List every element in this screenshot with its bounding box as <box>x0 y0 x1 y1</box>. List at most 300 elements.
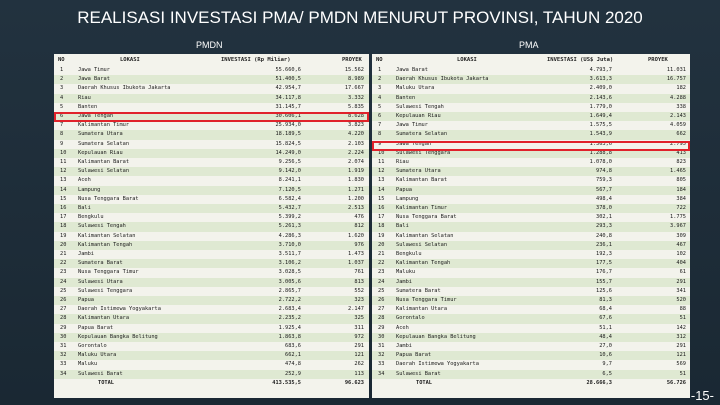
pmdn-cell-lokasi: Jawa Barat <box>78 76 110 83</box>
pma-cell-proyek: 11.031 <box>666 67 686 73</box>
pma-cell-proyek: 142 <box>676 324 686 331</box>
pma-cell-investasi: 177,5 <box>596 260 612 267</box>
pmdn-cell-proyek: 4.220 <box>348 131 364 138</box>
pma-cell-proyek: 102 <box>676 251 686 257</box>
pmdn-cell-lokasi: Bengkulu <box>78 214 104 221</box>
pmdn-cell-investasi: 662,1 <box>285 352 301 359</box>
pmdn-cell-proyek: 8.628 <box>348 113 364 119</box>
pma-table-row <box>372 342 690 351</box>
pma-cell-lokasi: Daerah Istimewa Yogyakarta <box>396 361 479 368</box>
pma-cell-proyek: 413 <box>676 149 686 156</box>
pma-cell-investasi: 48,4 <box>599 333 612 340</box>
pmdn-cell-proyek: 2.074 <box>348 159 364 165</box>
pma-table-row <box>372 130 690 139</box>
pmdn-cell-lokasi: Maluku <box>78 361 98 368</box>
pma-cell-proyek: 2.795 <box>670 140 686 147</box>
pmdn-cell-no: 24 <box>60 278 67 285</box>
pma-highlight-jawa-tengah <box>372 141 690 151</box>
pma-cell-proyek: 341 <box>676 287 686 294</box>
pma-cell-no: 22 <box>378 260 385 267</box>
pmdn-highlight-jawa-tengah <box>54 112 369 122</box>
pma-cell-lokasi: Kalimantan Utara <box>396 306 448 313</box>
pma-table <box>372 54 690 398</box>
pma-cell-no: 9 <box>378 140 382 147</box>
pmdn-cell-lokasi: Daerah Istimewa Yogyakarta <box>78 306 161 313</box>
pmdn-cell-proyek: 311 <box>354 324 364 331</box>
pmdn-cell-lokasi: Kalimantan Tengah <box>78 241 133 248</box>
pma-cell-investasi: 378,0 <box>596 205 612 211</box>
pmdn-cell-investasi: 2.683,4 <box>278 306 301 313</box>
pma-table-row <box>372 158 690 167</box>
pmdn-cell-investasi: 34.117,8 <box>275 94 301 101</box>
pmdn-cell-lokasi: Jawa Timur <box>78 67 110 73</box>
pma-cell-investasi: 1.649,4 <box>589 113 612 119</box>
pmdn-cell-proyek: 552 <box>354 287 364 294</box>
pma-table-row <box>372 232 690 241</box>
pma-cell-lokasi: Kepulauan Riau <box>396 113 441 119</box>
pma-cell-proyek: 662 <box>676 131 686 138</box>
pma-cell-proyek: 291 <box>676 343 686 349</box>
pmdn-cell-lokasi: Jambi <box>78 251 94 257</box>
pmdn-table-row <box>54 259 369 268</box>
pmdn-cell-proyek: 1.830 <box>348 177 364 184</box>
pmdn-cell-no: 17 <box>60 214 67 221</box>
pmdn-cell-lokasi: Sulawesi Tengah <box>78 223 126 230</box>
pmdn-cell-proyek: 8.989 <box>348 76 364 83</box>
pmdn-table-row <box>54 140 369 149</box>
pma-cell-proyek: 384 <box>676 195 686 202</box>
slide-title: REALISASI INVESTASI PMA/ PMDN MENURUT PROVINSI, TAHUN 2020 <box>77 8 643 27</box>
pma-cell-no: 28 <box>378 315 385 322</box>
pma-table-row <box>372 324 690 333</box>
pma-cell-no: 21 <box>378 251 385 257</box>
pma-cell-lokasi: Bali <box>396 223 409 230</box>
pma-cell-proyek: 1.775 <box>670 214 686 221</box>
pma-table-row <box>372 296 690 305</box>
pmdn-cell-investasi: 5.399,2 <box>278 214 301 221</box>
pma-cell-proyek: 291 <box>676 278 686 285</box>
pma-cell-proyek: 722 <box>676 205 686 211</box>
pmdn-table-row <box>54 103 369 112</box>
pmdn-table-row <box>54 342 369 351</box>
pma-cell-lokasi: Kepulauan Bangka Belitung <box>396 333 476 340</box>
pma-cell-investasi: 293,3 <box>596 223 612 230</box>
pma-cell-lokasi: Jawa Tengah <box>396 140 432 147</box>
pmdn-cell-no: 31 <box>60 343 67 349</box>
pmdn-cell-investasi: 9.256,5 <box>278 159 301 165</box>
pma-cell-proyek: 2.143 <box>670 113 686 119</box>
pmdn-cell-proyek: 5.835 <box>348 103 364 110</box>
pma-cell-no: 20 <box>378 241 385 248</box>
pma-cell-lokasi: Banten <box>396 94 416 101</box>
pmdn-cell-lokasi: Kalimantan Selatan <box>78 232 136 239</box>
pma-cell-no: 14 <box>378 186 385 193</box>
pmdn-cell-no: 8 <box>60 131 64 138</box>
pmdn-cell-no: 10 <box>60 149 67 156</box>
pmdn-cell-lokasi: Sulawesi Selatan <box>78 168 130 175</box>
pma-cell-investasi: 236,1 <box>596 241 612 248</box>
pmdn-table-row <box>54 278 369 287</box>
pma-header-lokasi: LOKASI <box>457 57 477 63</box>
pmdn-cell-proyek: 3.332 <box>348 94 364 101</box>
pmdn-cell-no: 20 <box>60 241 67 248</box>
pmdn-cell-proyek: 113 <box>354 370 364 377</box>
pma-table-row <box>372 268 690 277</box>
pmdn-cell-lokasi: Sumatera Utara <box>78 131 123 138</box>
pmdn-cell-investasi: 9.142,0 <box>278 168 301 175</box>
pmdn-cell-lokasi: Nusa Tenggara Timur <box>78 269 139 276</box>
pmdn-cell-no: 13 <box>60 177 67 184</box>
pma-table-row <box>372 241 690 250</box>
pma-cell-proyek: 4.288 <box>670 94 686 101</box>
pmdn-header-lokasi: LOKASI <box>120 57 140 63</box>
pma-header-no: NO <box>376 57 383 63</box>
pmdn-cell-investasi: 3.511,7 <box>278 251 301 257</box>
pmdn-table-row <box>54 75 369 84</box>
pma-cell-investasi: 240,8 <box>596 232 612 239</box>
pmdn-cell-proyek: 812 <box>354 223 364 230</box>
pmdn-cell-investasi: 6.582,4 <box>278 195 301 202</box>
pma-cell-lokasi: Jambi <box>396 343 412 349</box>
pma-cell-no: 29 <box>378 324 385 331</box>
pmdn-cell-investasi: 1.863,8 <box>278 333 301 340</box>
pmdn-table-row <box>54 84 369 93</box>
pmdn-cell-no: 23 <box>60 269 67 276</box>
pma-cell-no: 12 <box>378 168 385 175</box>
pma-cell-lokasi: Papua Barat <box>396 352 432 359</box>
pmdn-header-no: NO <box>58 57 65 63</box>
pma-cell-no: 18 <box>378 223 385 230</box>
pma-cell-lokasi: Kalimantan Timur <box>396 205 448 211</box>
pma-cell-proyek: 16.757 <box>666 76 686 83</box>
pma-cell-lokasi: Jawa Barat <box>396 67 428 73</box>
pma-cell-proyek: 312 <box>676 333 686 340</box>
pma-cell-lokasi: Kalimantan Barat <box>396 177 448 184</box>
pmdn-cell-proyek: 761 <box>354 269 364 276</box>
pmdn-cell-proyek: 323 <box>354 297 364 303</box>
pmdn-cell-lokasi: Sulawesi Tenggara <box>78 287 133 294</box>
pmdn-cell-proyek: 2.147 <box>348 306 364 313</box>
pmdn-table-row <box>54 296 369 305</box>
pmdn-table-row <box>54 176 369 185</box>
pmdn-cell-investasi: 3.710,0 <box>278 241 301 248</box>
pma-table-row <box>372 287 690 296</box>
pma-cell-investasi: 567,7 <box>596 186 612 193</box>
pmdn-cell-investasi: 5.432,7 <box>278 205 301 211</box>
pma-table-row <box>372 278 690 287</box>
pma-cell-no: 31 <box>378 343 385 349</box>
pma-cell-lokasi: Kalimantan Selatan <box>396 232 454 239</box>
pmdn-cell-investasi: 2.235,2 <box>278 315 301 322</box>
pmdn-cell-no: 9 <box>60 140 64 147</box>
pmdn-cell-investasi: 14.249,0 <box>275 149 301 156</box>
pmdn-table-row <box>54 149 369 158</box>
pmdn-cell-proyek: 813 <box>354 278 364 285</box>
pmdn-table-row <box>54 130 369 139</box>
pma-table-row <box>372 333 690 342</box>
pma-total-proyek: 56.726 <box>666 379 686 386</box>
pmdn-cell-investasi: 474,8 <box>285 361 301 368</box>
pma-cell-proyek: 51 <box>679 370 686 377</box>
pmdn-table-row <box>54 121 369 130</box>
pmdn-cell-investasi: 3.005,6 <box>278 278 301 285</box>
pma-cell-investasi: 27,0 <box>599 343 612 349</box>
pmdn-cell-lokasi: Riau <box>78 94 91 101</box>
pma-section-label: PMA <box>519 40 539 50</box>
pma-header-investasi: INVESTASI (US$ Juta) <box>547 57 614 63</box>
pmdn-table-row <box>54 232 369 241</box>
pma-cell-no: 4 <box>378 94 382 101</box>
pmdn-cell-proyek: 3.823 <box>348 122 364 129</box>
pmdn-cell-no: 12 <box>60 168 67 175</box>
pma-cell-proyek: 121 <box>676 352 686 359</box>
pmdn-cell-investasi: 30.606,1 <box>275 113 301 119</box>
pma-cell-investasi: 10,6 <box>599 352 612 359</box>
pma-cell-investasi: 68,4 <box>599 306 612 313</box>
pmdn-table-row <box>54 314 369 323</box>
pmdn-cell-lokasi: Maluku Utara <box>78 352 117 359</box>
pma-cell-no: 7 <box>378 122 382 129</box>
pma-cell-no: 3 <box>378 85 382 92</box>
pmdn-table-row <box>54 195 369 204</box>
pma-cell-proyek: 4.059 <box>670 122 686 129</box>
pmdn-table-row <box>54 204 369 213</box>
pma-table-row <box>372 66 690 75</box>
pma-cell-proyek: 88 <box>679 306 686 313</box>
pmdn-cell-no: 18 <box>60 223 67 230</box>
pmdn-cell-investasi: 7.120,5 <box>278 186 301 193</box>
pmdn-cell-investasi: 683,6 <box>285 343 301 349</box>
pma-total-investasi: 28.666,3 <box>586 379 612 386</box>
pma-cell-proyek: 3.967 <box>670 223 686 230</box>
pma-cell-no: 23 <box>378 269 385 276</box>
pma-cell-investasi: 9,7 <box>602 361 612 368</box>
pma-cell-investasi: 4.793,7 <box>589 67 612 73</box>
pma-table-row <box>372 167 690 176</box>
pma-cell-proyek: 467 <box>676 241 686 248</box>
pma-cell-no: 10 <box>378 149 385 156</box>
pmdn-cell-lokasi: Kalimantan Utara <box>78 315 130 322</box>
pmdn-cell-no: 22 <box>60 260 67 267</box>
pma-cell-no: 15 <box>378 195 385 202</box>
pma-cell-lokasi: Papua <box>396 186 412 193</box>
pmdn-cell-investasi: 25.934,0 <box>275 122 301 129</box>
pma-cell-investasi: 302,1 <box>596 214 612 221</box>
pmdn-cell-no: 14 <box>60 186 67 193</box>
pmdn-header-investasi: INVESTASI (Rp Miliar) <box>221 57 291 63</box>
pmdn-total-label: TOTAL <box>98 379 114 386</box>
pmdn-cell-lokasi: Aceh <box>78 177 91 184</box>
pmdn-cell-proyek: 2.103 <box>348 140 364 147</box>
pma-cell-lokasi: Nusa Tenggara Barat <box>396 214 457 221</box>
pmdn-table-row <box>54 222 369 231</box>
pma-cell-investasi: 759,3 <box>596 177 612 184</box>
pmdn-table-row <box>54 324 369 333</box>
pma-cell-lokasi: Sumatera Selatan <box>396 131 448 138</box>
pma-cell-investasi: 1.288,8 <box>589 149 612 156</box>
pma-cell-proyek: 309 <box>676 232 686 239</box>
pma-table-row <box>372 250 690 259</box>
pma-table-row <box>372 213 690 222</box>
pmdn-cell-proyek: 1.200 <box>348 195 364 202</box>
pma-cell-investasi: 3.613,3 <box>589 76 612 83</box>
pmdn-cell-lokasi: Daerah Khusus Ibukota Jakarta <box>78 85 171 92</box>
pma-table-row <box>372 186 690 195</box>
pmdn-cell-investasi: 18.189,5 <box>275 131 301 138</box>
pmdn-table <box>54 54 369 398</box>
pmdn-cell-no: 19 <box>60 232 67 239</box>
pma-table-row <box>372 94 690 103</box>
pmdn-cell-no: 21 <box>60 251 67 257</box>
pmdn-total-row <box>54 379 369 388</box>
pma-cell-proyek: 51 <box>679 315 686 322</box>
pma-cell-no: 6 <box>378 113 382 119</box>
pmdn-cell-investasi: 1.925,4 <box>278 324 301 331</box>
pmdn-cell-proyek: 15.562 <box>344 67 364 73</box>
page-number: -15- <box>690 388 714 403</box>
pma-cell-lokasi: Jawa Timur <box>396 122 428 129</box>
pmdn-cell-proyek: 1.473 <box>348 251 364 257</box>
pma-cell-no: 1 <box>378 67 382 73</box>
pmdn-cell-lokasi: Kepulauan Bangka Belitung <box>78 333 158 340</box>
pmdn-cell-proyek: 325 <box>354 315 364 322</box>
pmdn-cell-proyek: 476 <box>354 214 364 221</box>
pmdn-cell-lokasi: Jawa Tengah <box>78 113 114 119</box>
pma-cell-no: 34 <box>378 370 385 377</box>
pmdn-cell-lokasi: Nusa Tenggara Barat <box>78 195 139 202</box>
pma-cell-no: 16 <box>378 205 385 211</box>
pma-cell-no: 33 <box>378 361 385 368</box>
pmdn-cell-proyek: 2.224 <box>348 149 364 156</box>
pma-cell-investasi: 81,3 <box>599 297 612 303</box>
pma-cell-lokasi: Lampung <box>396 195 419 202</box>
pmdn-table-row <box>54 241 369 250</box>
pma-table-row <box>372 222 690 231</box>
pmdn-cell-lokasi: Papua <box>78 297 94 303</box>
pmdn-cell-investasi: 4.286,3 <box>278 232 301 239</box>
pmdn-cell-lokasi: Sumatera Selatan <box>78 140 130 147</box>
pma-cell-lokasi: Sulawesi Tenggara <box>396 149 451 156</box>
pma-cell-lokasi: Riau <box>396 159 409 165</box>
pmdn-cell-no: 28 <box>60 315 67 322</box>
pmdn-table-row <box>54 213 369 222</box>
pma-cell-lokasi: Sulawesi Tengah <box>396 103 444 110</box>
pma-cell-investasi: 1.779,0 <box>589 103 612 110</box>
pma-cell-lokasi: Sulawesi Selatan <box>396 241 448 248</box>
pmdn-cell-investasi: 3.106,2 <box>278 260 301 267</box>
pma-cell-proyek: 404 <box>676 260 686 267</box>
pma-cell-no: 24 <box>378 278 385 285</box>
pmdn-cell-no: 27 <box>60 306 67 313</box>
pma-cell-lokasi: Sumatera Barat <box>396 287 441 294</box>
pmdn-cell-no: 4 <box>60 94 64 101</box>
pma-cell-proyek: 805 <box>676 177 686 184</box>
pma-table-row <box>372 360 690 369</box>
pma-cell-proyek: 61 <box>679 269 686 276</box>
pmdn-cell-proyek: 972 <box>354 333 364 340</box>
pma-cell-proyek: 184 <box>676 186 686 193</box>
pma-cell-no: 17 <box>378 214 385 221</box>
pma-cell-lokasi: Nusa Tenggara Timur <box>396 297 457 303</box>
pma-cell-no: 2 <box>378 76 382 83</box>
pma-total-row <box>372 379 690 388</box>
pmdn-cell-investasi: 5.261,3 <box>278 223 301 230</box>
pmdn-cell-proyek: 291 <box>354 343 364 349</box>
pmdn-cell-lokasi: Bali <box>78 205 91 211</box>
pmdn-cell-no: 16 <box>60 205 67 211</box>
pmdn-cell-no: 3 <box>60 85 64 92</box>
pma-cell-investasi: 974,8 <box>596 168 612 175</box>
pma-cell-investasi: 1.363,6 <box>589 140 612 147</box>
pma-cell-proyek: 823 <box>676 159 686 165</box>
pma-cell-no: 19 <box>378 232 385 239</box>
pmdn-cell-proyek: 976 <box>354 241 364 248</box>
pma-table-row <box>372 351 690 360</box>
pmdn-table-row <box>54 158 369 167</box>
pmdn-cell-no: 26 <box>60 297 67 303</box>
pma-table-row <box>372 84 690 93</box>
pmdn-cell-investasi: 3.028,5 <box>278 269 301 276</box>
pma-table-row <box>372 204 690 213</box>
pmdn-cell-proyek: 262 <box>354 361 364 368</box>
pmdn-cell-no: 33 <box>60 361 67 368</box>
pmdn-cell-no: 6 <box>60 113 64 119</box>
pmdn-cell-lokasi: Kalimantan Barat <box>78 159 130 165</box>
pma-cell-lokasi: Jambi <box>396 278 412 285</box>
pma-cell-no: 8 <box>378 131 382 138</box>
pmdn-cell-no: 29 <box>60 324 67 331</box>
pma-cell-lokasi: Sumatera Utara <box>396 168 441 175</box>
pmdn-cell-no: 7 <box>60 122 64 129</box>
pma-cell-proyek: 569 <box>676 361 686 368</box>
pmdn-cell-lokasi: Sulawesi Utara <box>78 278 123 285</box>
pmdn-cell-no: 32 <box>60 352 67 359</box>
pma-cell-investasi: 125,6 <box>596 287 612 294</box>
pmdn-cell-no: 2 <box>60 76 64 83</box>
pma-cell-investasi: 67,6 <box>599 315 612 322</box>
pma-cell-no: 32 <box>378 352 385 359</box>
pmdn-table-row <box>54 66 369 75</box>
pmdn-cell-lokasi: Kalimantan Timur <box>78 122 130 129</box>
pmdn-cell-investasi: 55.660,6 <box>275 67 301 73</box>
pmdn-table-row <box>54 287 369 296</box>
pmdn-cell-lokasi: Sumatera Barat <box>78 260 123 267</box>
pma-cell-lokasi: Bengkulu <box>396 251 422 257</box>
pmdn-table-row <box>54 360 369 369</box>
pma-table-row <box>372 176 690 185</box>
pma-cell-investasi: 155,7 <box>596 278 612 285</box>
pma-cell-investasi: 498,4 <box>596 195 612 202</box>
pma-cell-lokasi: Aceh <box>396 324 409 331</box>
pmdn-cell-proyek: 1.919 <box>348 168 364 175</box>
pma-cell-proyek: 182 <box>676 85 686 92</box>
pma-cell-no: 11 <box>378 159 385 165</box>
pma-cell-lokasi: Gorontalo <box>396 315 425 322</box>
pmdn-cell-investasi: 42.954,7 <box>275 85 301 92</box>
pmdn-cell-proyek: 17.667 <box>344 85 364 92</box>
pmdn-table-row <box>54 250 369 259</box>
pmdn-header-proyek: PROYEK <box>342 57 362 63</box>
pmdn-cell-lokasi: Sulawesi Barat <box>78 370 123 377</box>
pmdn-cell-lokasi: Gorontalo <box>78 343 107 349</box>
pma-cell-investasi: 1.543,9 <box>589 131 612 138</box>
pma-cell-investasi: 1.575,5 <box>589 122 612 129</box>
pmdn-table-row <box>54 94 369 103</box>
pmdn-cell-no: 11 <box>60 159 67 165</box>
pmdn-table-row <box>54 305 369 314</box>
pma-cell-lokasi: Maluku Utara <box>396 85 435 92</box>
pma-cell-lokasi: Daerah Khusus Ibukota Jakarta <box>396 76 489 83</box>
